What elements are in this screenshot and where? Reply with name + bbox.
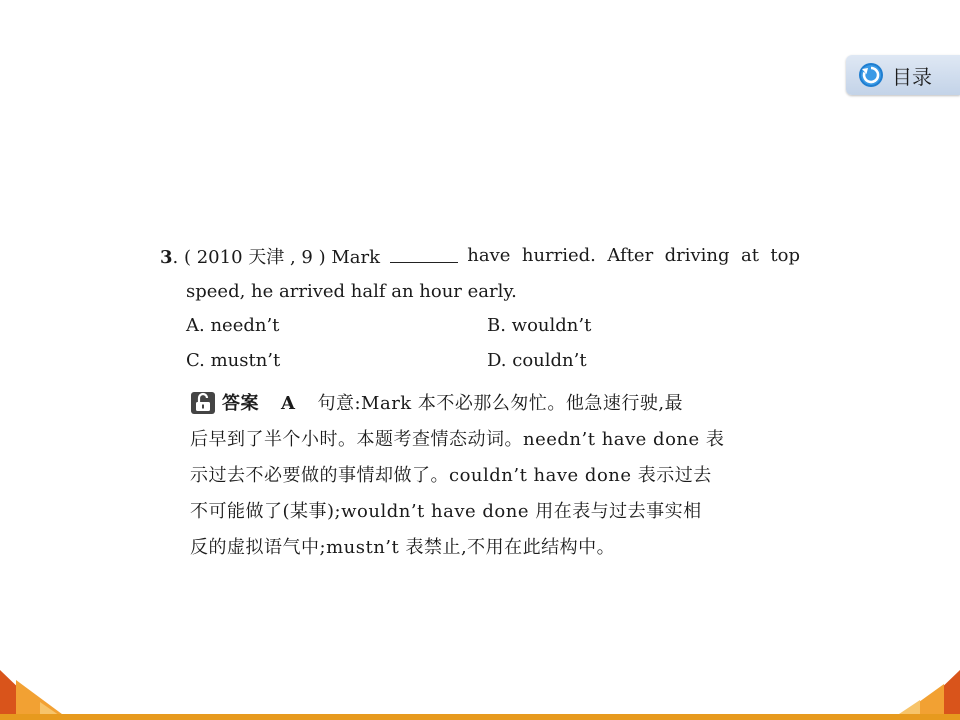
option-b: B. wouldn’t xyxy=(487,315,592,336)
answer-line-1 xyxy=(190,391,802,417)
question-number: 3 xyxy=(160,247,173,268)
question-source: . ( 2010 天津 , 9 ) xyxy=(172,247,326,268)
answer-explanation-1: 句意:Mark 本不必那么匆忙。他急速行驶,最 xyxy=(317,393,684,414)
question-line-2: speed, he arrived half an hour early. xyxy=(186,281,517,302)
answer-explanation-3: 示过去不必要做的事情却做了。couldn’t have done 表示过去 xyxy=(190,465,712,486)
answer-key: A xyxy=(281,393,296,414)
question-text-post: have hurried. After driving at top xyxy=(467,245,800,266)
unlock-icon xyxy=(190,391,216,415)
answer-label: 答案 xyxy=(222,393,259,414)
answer-explanation-5: 反的虚拟语气中;mustn’t 表禁止,不用在此结构中。 xyxy=(190,537,616,558)
option-a: A. needn’t xyxy=(186,315,280,336)
answer-explanation-4: 不可能做了(某事);wouldn’t have done 用在表与过去事实相 xyxy=(190,501,702,522)
footer-bar xyxy=(0,714,960,720)
option-d: D. couldn’t xyxy=(487,350,587,371)
question-text-pre: Mark xyxy=(331,247,381,268)
option-c: C. mustn’t xyxy=(186,350,281,371)
answer-explanation-2: 后早到了半个小时。本题考查情态动词。needn’t have done 表 xyxy=(190,429,725,450)
toc-button[interactable] xyxy=(846,55,960,95)
answer-blank xyxy=(390,244,458,263)
bottom-right-decoration xyxy=(860,660,960,720)
toc-label: 目录 xyxy=(892,64,932,89)
question-line-1 xyxy=(160,244,800,270)
bottom-left-decoration xyxy=(0,660,100,720)
refresh-circle-icon xyxy=(858,62,884,88)
